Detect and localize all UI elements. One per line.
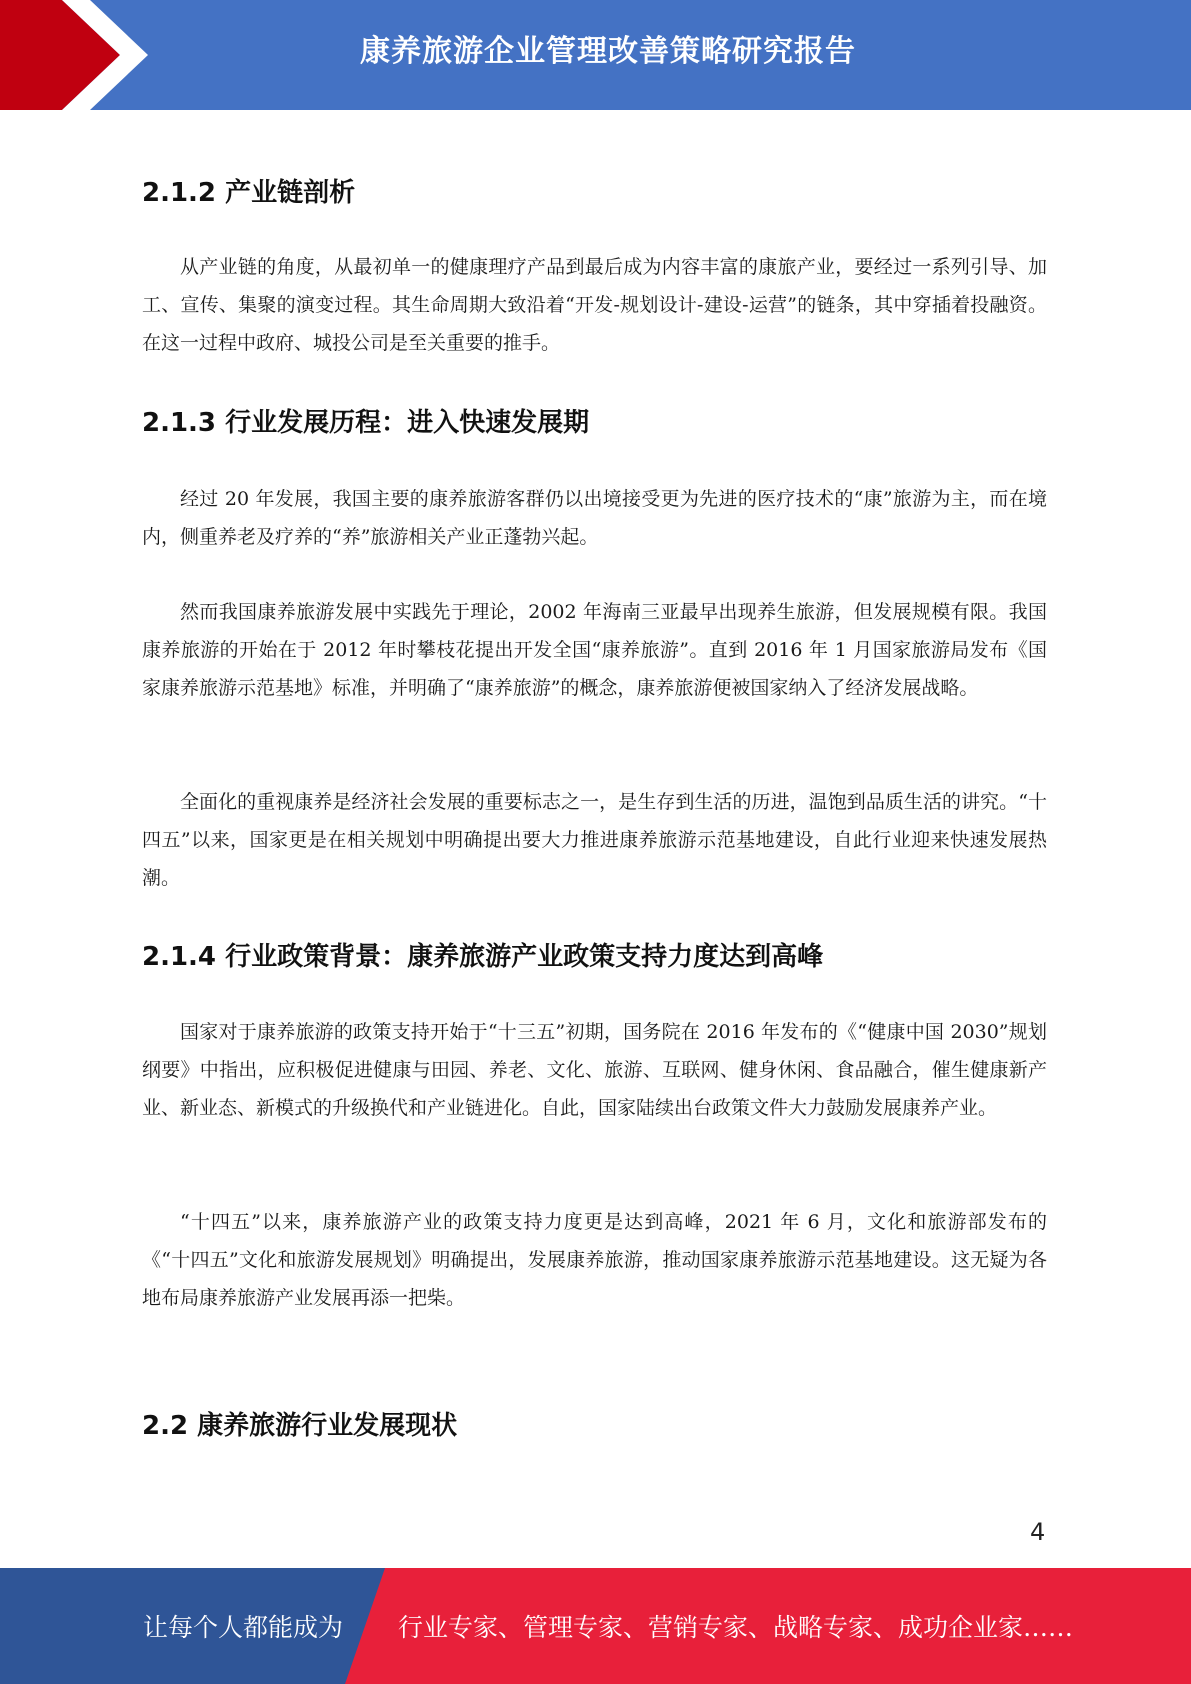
section-heading-2-1-3: 2.1.3 行业发展历程：进入快速发展期 (142, 408, 590, 438)
footer-slogan-left: 让每个人都能成为 (143, 1613, 344, 1642)
report-title: 康养旅游企业管理改善策略研究报告 (360, 34, 856, 69)
paragraph: 经过 20 年发展，我国主要的康养旅游客群仍以出境接受更为先进的医疗技术的“康”旅游为主，而在境内，侧重养老及疗养的“养”旅游相关产业正蓬勃兴起。 (142, 488, 1047, 548)
section-heading-2-1-2: 2.1.2 产业链剖析 (142, 178, 356, 208)
section-heading-2-2: 2.2 康养旅游行业发展现状 (142, 1411, 458, 1441)
page-header (0, 0, 1191, 110)
page-number: 4 (1030, 1518, 1046, 1546)
paragraph: 全面化的重视康养是经济社会发展的重要标志之一，是生存到生活的历进，温饱到品质生活的讲究。“十四五”以来，国家更是在相关规划中明确提出要大力推进康养旅游示范基地建设，自此行业迎来快速发展热潮。 (142, 791, 1047, 889)
page-footer (0, 1568, 1191, 1684)
paragraph: 然而我国康养旅游发展中实践先于理论，2002 年海南三亚最早出现养生旅游，但发展规模有限。我国康养旅游的开始在于 2012 年时攀枝花提出开发全国“康养旅游”。直到 2016 年 1 月国家旅游局发布《国家康养旅游示范基地》标准，并明确了“康养旅游”的概念，康养旅游便被国家纳入了经济发展战略。 (142, 601, 1047, 699)
paragraph: “十四五”以来，康养旅游产业的政策支持力度更是达到高峰，2021 年 6 月，文化和旅游部发布的《“十四五”文化和旅游发展规划》明确提出，发展康养旅游，推动国家康养旅游示范基地建设。这无疑为各地布局康养旅游产业发展再添一把柴。 (142, 1211, 1047, 1309)
section-heading-2-1-4: 2.1.4 行业政策背景：康养旅游产业政策支持力度达到高峰 (142, 942, 824, 972)
footer-slogan-right: 行业专家、管理专家、营销专家、战略专家、成功企业家…… (398, 1613, 1074, 1642)
paragraph: 从产业链的角度，从最初单一的健康理疗产品到最后成为内容丰富的康旅产业，要经过一系列引导、加工、宣传、集聚的演变过程。其生命周期大致沿着“开发-规划设计-建设-运营”的链条，其中穿插着投融资。在这一过程中政府、城投公司是至关重要的推手。 (142, 256, 1047, 354)
paragraph: 国家对于康养旅游的政策支持开始于“十三五”初期，国务院在 2016 年发布的《“健康中国 2030”规划纲要》中指出，应积极促进健康与田园、养老、文化、旅游、互联网、健身休闲、食品融合，催生健康新产业、新业态、新模式的升级换代和产业链进化。自此，国家陆续出台政策文件大力鼓励发展康养产业。 (142, 1021, 1047, 1119)
